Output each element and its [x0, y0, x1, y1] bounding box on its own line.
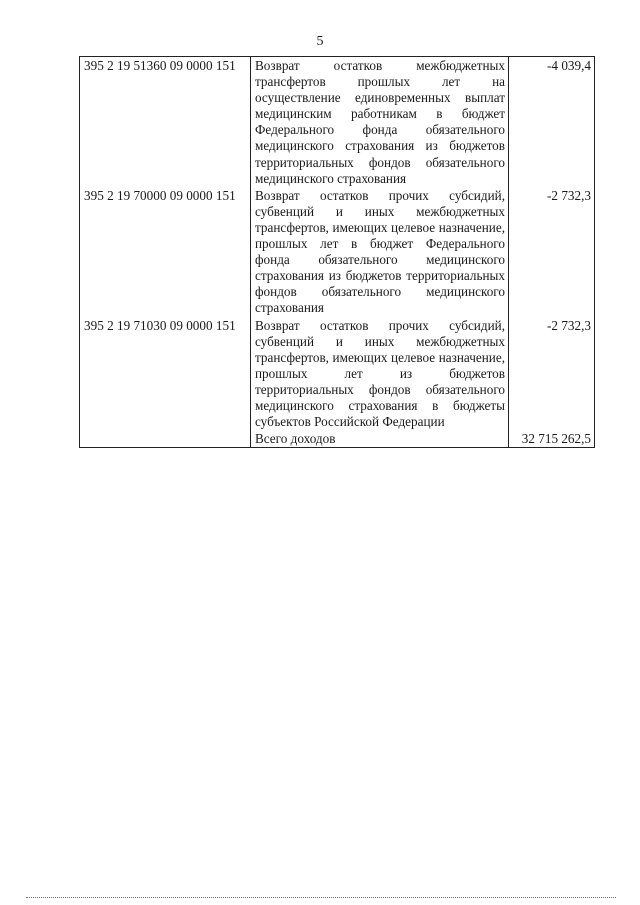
- page-bottom-divider: [26, 897, 616, 898]
- total-row: [80, 430, 595, 448]
- budget-classification-code: 395 2 19 51360 09 0000 151: [80, 57, 251, 187]
- total-label: Всего доходов: [251, 430, 509, 448]
- total-amount: 32 715 262,5: [509, 430, 595, 448]
- budget-classification-code: 395 2 19 70000 09 0000 151: [80, 187, 251, 317]
- revenue-amount: -2 732,3: [509, 187, 595, 317]
- budget-classification-code: 395 2 19 71030 09 0000 151: [80, 317, 251, 431]
- table-row: [80, 317, 595, 431]
- revenue-description: Возврат остатков прочих субсидий, субвенций и иных межбюджетных трансфертов, имеющих целевое назначение, прошлых лет в бюджет Федерального фонда обязательного медицинского страхования из бюджетов территориальных фондов обязательного медицинского страхования: [251, 187, 509, 317]
- revenue-description: Возврат остатков прочих субсидий, субвенций и иных межбюджетных трансфертов, имеющих целевое назначение, прошлых лет из бюджетов территориальных фондов обязательного медицинского страхования в бюджеты субъектов Российской Федерации: [251, 317, 509, 431]
- page-number: 5: [316, 34, 324, 49]
- total-code: [80, 430, 251, 448]
- revenue-amount: -2 732,3: [509, 317, 595, 431]
- table-row: [80, 187, 595, 317]
- revenue-amount: -4 039,4: [509, 57, 595, 187]
- revenue-description: Возврат остатков межбюджетных трансфертов прошлых лет на осуществление единовременных выплат медицинским работникам в бюджет Федерального фонда обязательного медицинского страхования из бюджетов территориальных фондов обязательного медицинского страхования: [251, 57, 509, 187]
- table-row: [80, 57, 595, 187]
- budget-revenue-table: [79, 56, 595, 448]
